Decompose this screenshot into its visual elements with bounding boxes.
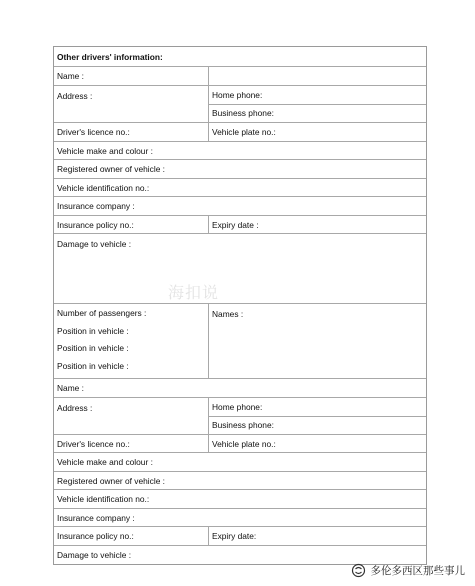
name-row — [54, 67, 426, 86]
owner-row-2[interactable] — [54, 472, 426, 490]
licence-row-2 — [54, 435, 426, 453]
business-phone-label[interactable]: Business phone: — [209, 104, 426, 123]
policy-label-2[interactable]: Insurance policy no.: — [54, 527, 209, 545]
business-phone-label-2[interactable]: Business phone: — [209, 416, 426, 435]
owner-row[interactable] — [54, 160, 426, 179]
insurer-row-2[interactable] — [54, 509, 426, 527]
damage-row-2[interactable] — [54, 546, 426, 564]
expiry-label-2[interactable]: Expiry date: — [212, 531, 257, 541]
wechat-channel-icon — [351, 563, 366, 578]
position-label-2: Position in vehicle : — [57, 343, 129, 353]
address-row — [54, 86, 426, 123]
passengers-label: Number of passengers : — [57, 308, 147, 318]
vin-label-2: Vehicle identification no.: — [57, 494, 150, 504]
driver-info-form — [53, 46, 427, 565]
form-title-row — [54, 47, 426, 67]
expiry-label[interactable]: Expiry date : — [212, 219, 259, 230]
licence-label[interactable]: Driver's licence no.: — [54, 123, 209, 141]
insurer-label-2: Insurance company : — [57, 512, 135, 523]
form-title: Other drivers' information: — [57, 51, 163, 62]
make-row[interactable] — [54, 142, 426, 160]
plate-label-2[interactable]: Vehicle plate no.: — [212, 438, 276, 449]
damage-row[interactable] — [54, 234, 426, 304]
passengers-row — [54, 304, 426, 379]
address-label-2: Address : — [54, 398, 209, 434]
insurer-label: Insurance company : — [57, 201, 135, 211]
names-label[interactable]: Names : — [212, 309, 244, 319]
damage-label: Damage to vehicle : — [57, 239, 132, 249]
position-label-3: Position in vehicle : — [57, 360, 129, 371]
watermark-text: 海扣说 — [168, 285, 220, 302]
make-label: Vehicle make and colour : — [57, 145, 153, 156]
vin-label: Vehicle identification no.: — [57, 182, 150, 193]
address-label: Address : — [54, 86, 209, 122]
owner-label-2: Registered owner of vehicle : — [57, 475, 165, 486]
passengers-column[interactable] — [54, 304, 209, 378]
name-label-2[interactable]: Name : — [57, 383, 84, 393]
plate-label[interactable]: Vehicle plate no.: — [212, 127, 276, 137]
policy-row — [54, 216, 426, 234]
policy-row-2 — [54, 527, 426, 546]
vin-row[interactable] — [54, 179, 426, 197]
name-label: Name : — [54, 67, 209, 85]
damage-label-2: Damage to vehicle : — [57, 550, 132, 560]
home-phone-label-2[interactable]: Home phone: — [212, 401, 263, 412]
policy-label[interactable]: Insurance policy no.: — [54, 216, 209, 233]
vin-row-2[interactable] — [54, 490, 426, 509]
brand-badge — [351, 563, 466, 578]
home-phone-label[interactable]: Home phone: — [212, 89, 263, 100]
make-label-2: Vehicle make and colour : — [57, 457, 153, 467]
name-row-2 — [54, 379, 426, 398]
licence-row — [54, 123, 426, 142]
name-field[interactable] — [209, 67, 426, 85]
make-row-2[interactable] — [54, 453, 426, 472]
licence-label-2[interactable]: Driver's licence no.: — [54, 435, 209, 452]
address-row-2 — [54, 398, 426, 435]
owner-label: Registered owner of vehicle : — [57, 164, 165, 174]
brand-name: 多伦多西区那些事儿 — [370, 565, 465, 577]
position-label-1: Position in vehicle : — [57, 325, 129, 336]
insurer-row[interactable] — [54, 197, 426, 216]
